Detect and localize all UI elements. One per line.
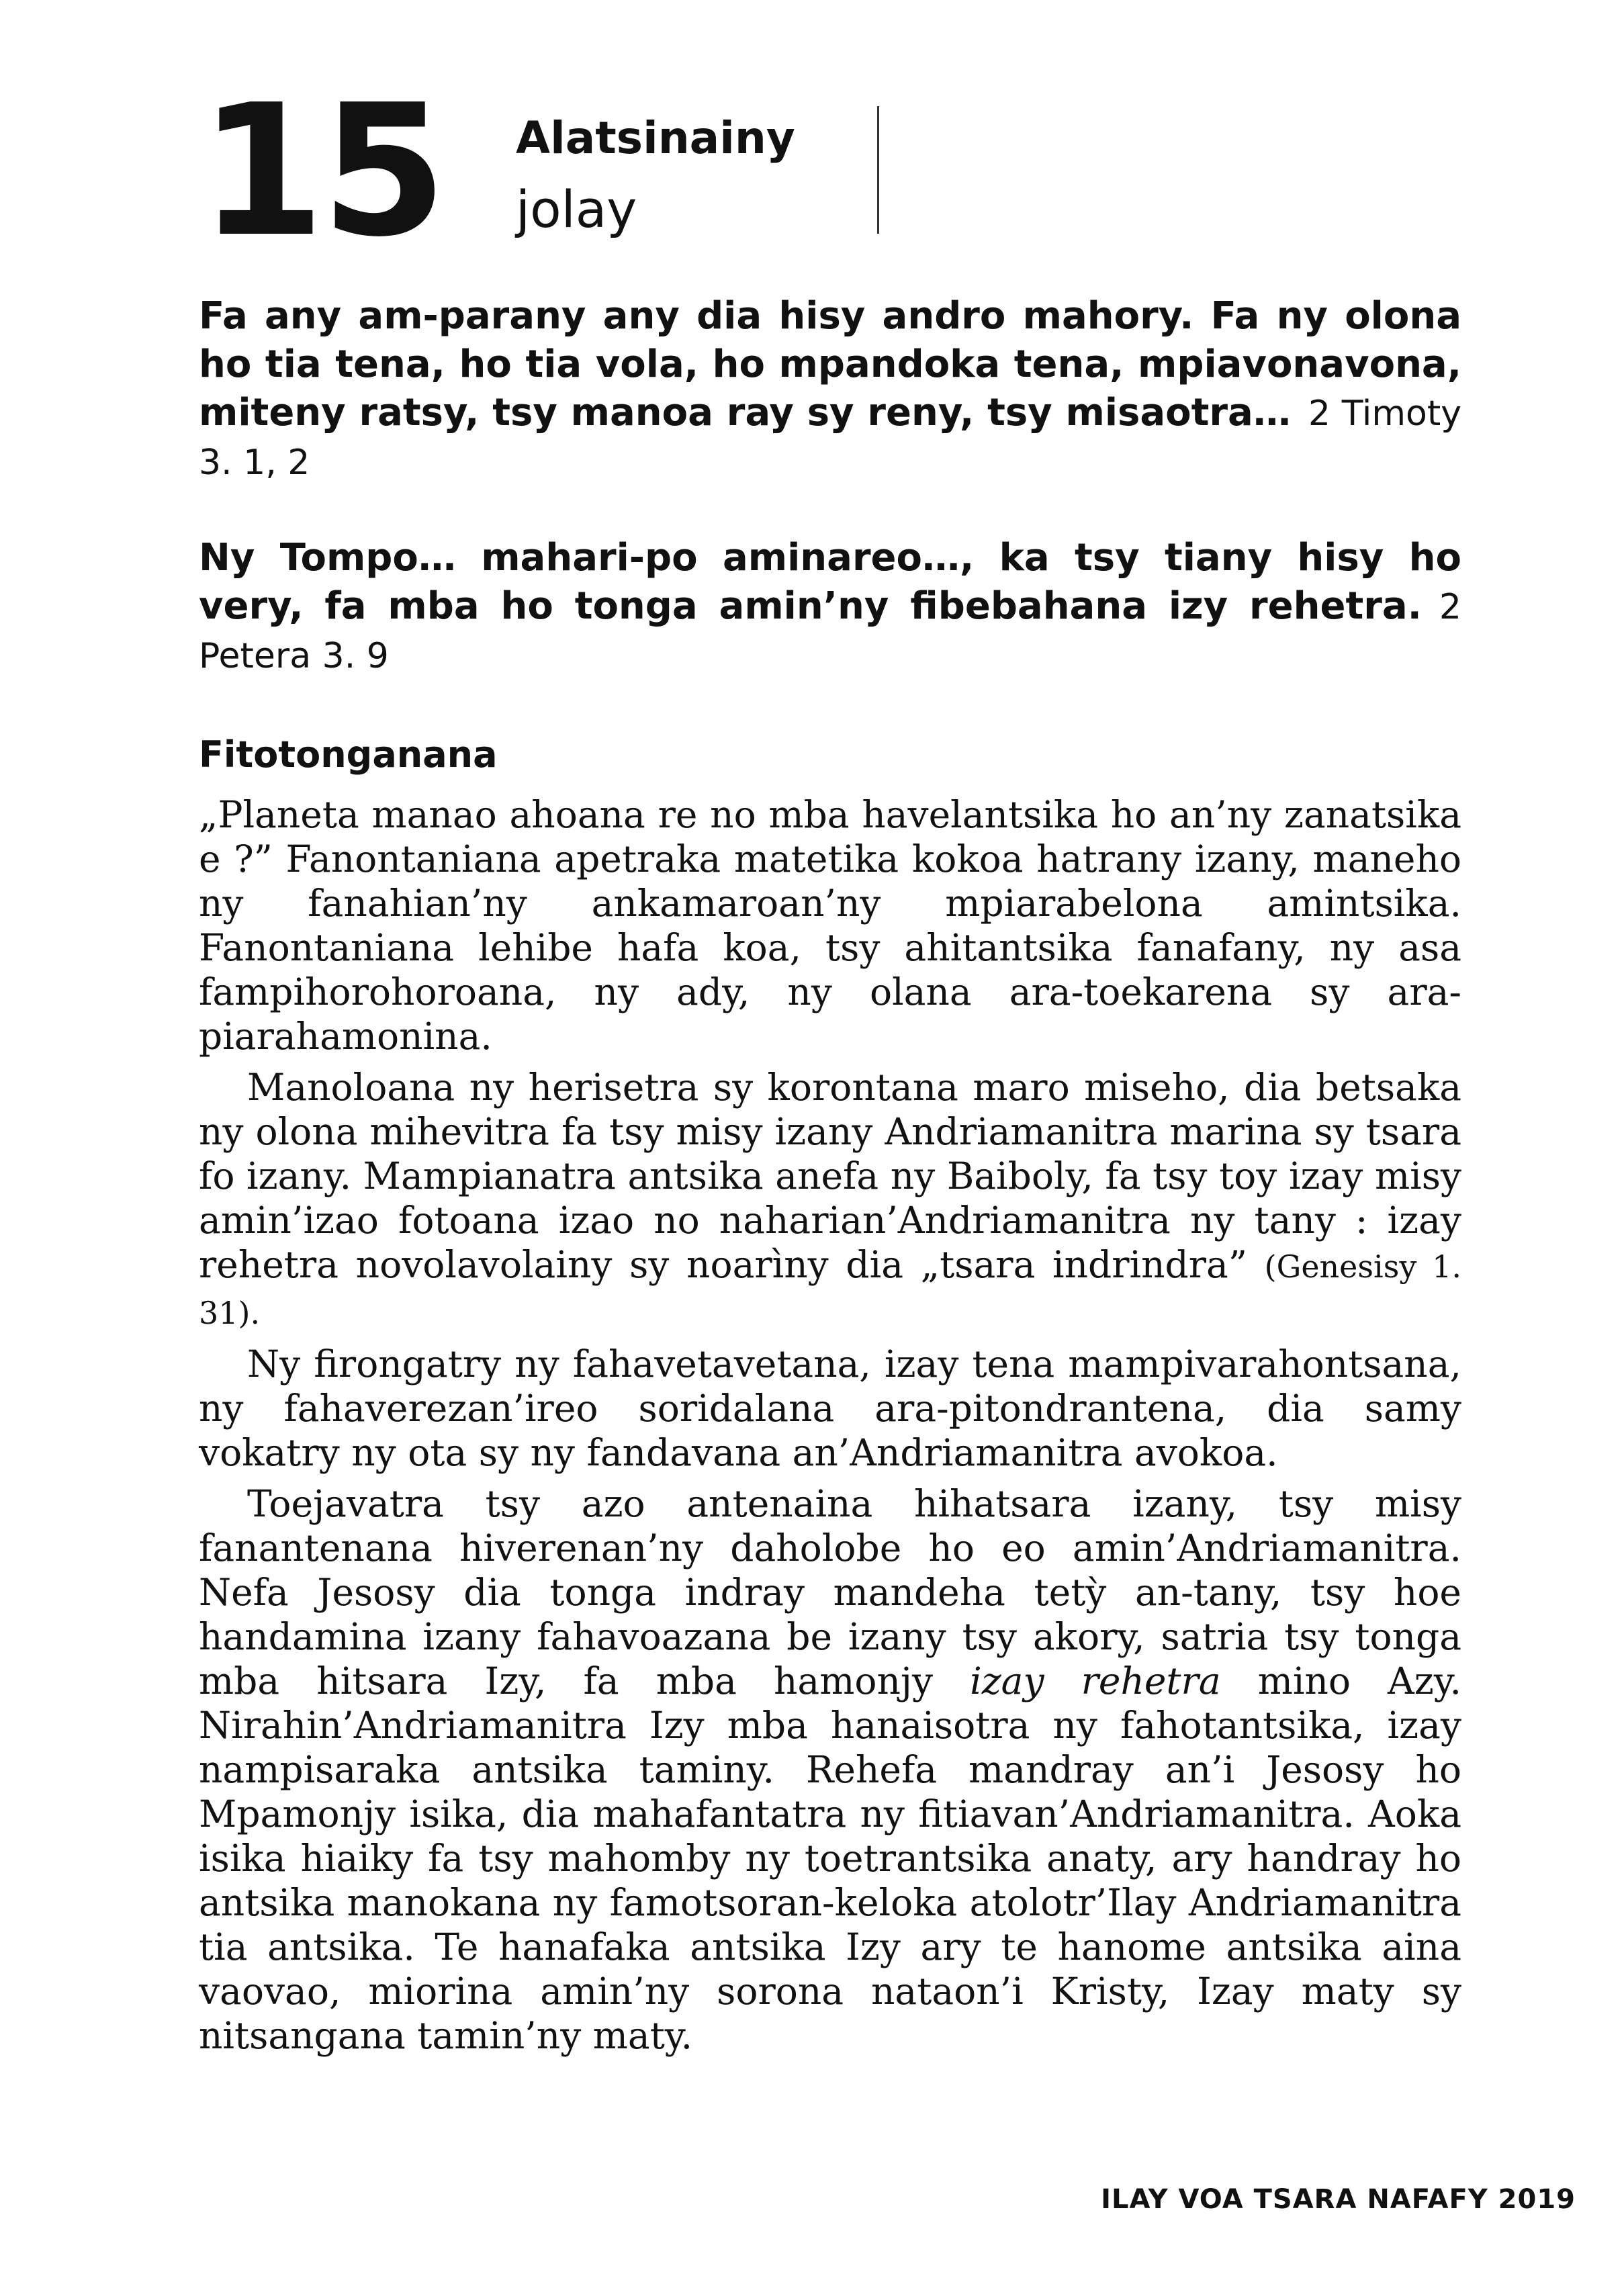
paragraph-4-text-after: mino Azy. Nirahin’Andriamanitra Izy mba hanaisotra ny fahotantsika, izay nampisaraka antsika taminy. Rehefa mandray an’i Jesosy ho Mpamonjy isika, dia mahafantatra ny fitiavan’Andriamanitra. Aoka isika hiaiky fa tsy mahomby ny toetrantsika anaty, ary handray ho antsika manokana ny famotsoran-keloka atolotr’Ilay Andriamanitra tia antsika. Te hanafaka antsika Izy ary te hanome antsika aina vaovao, miorina amin’ny sorona nataon’i Kristy, Izay maty sy nitsangana tamin’ny maty.	[199, 1659, 1462, 2057]
day-number: 15	[199, 65, 443, 277]
paragraph-1: „Planeta manao ahoana re no mba havelantsika ho an’ny zanatsika e ?” Fanontaniana apetraka matetika kokoa hatrany izany, maneho ny fanahian’ny ankamaroan’ny mpiarabelona amintsika. Fanontaniana lehibe hafa koa, tsy ahitantsika fanafany, ny asa fampihorohoroana, ny ady, ny olana ara-toekarena sy ara-piarahamonina.	[199, 793, 1461, 1058]
month: jolay	[516, 179, 637, 239]
paragraph-4-text-before: Toejavatra tsy azo antenaina hihatsara izany, tsy misy fanantenana hiverenan’ny daholobe ho eo amin’Andriamanitra. Nefa Jesosy dia tonga indray mandeha tetỳ an-tany, tsy hoe handamina izany fahavoazana be izany tsy akory, satria tsy tonga mba hitsara Izy, fa mba hamonjy	[199, 1482, 1461, 1702]
paragraph-2	[199, 1065, 1461, 1335]
paragraph-2-reference: (Genesisy 1. 31).	[199, 1248, 1462, 1331]
section-title: Fitotonganana	[199, 733, 498, 776]
verse-1-text: Fa any am-parany any dia hisy andro mahory. Fa ny olona ho tia tena, ho tia vola, ho mpandoka tena, mpiavonavona, miteny ratsy, tsy manoa ray sy reny, tsy misaotra…	[199, 294, 1461, 435]
verse-2	[199, 534, 1461, 680]
verse-2-reference: 2 Petera 3. 9	[199, 587, 1461, 676]
footer-label: ILAY VOA TSARA NAFAFY 2019	[1101, 2184, 1576, 2215]
header-divider	[877, 106, 879, 234]
verse-1	[199, 292, 1461, 487]
date-header	[199, 65, 911, 277]
weekday: Alatsinainy	[516, 112, 795, 164]
verse-2-text: Ny Tompo… mahari-po aminareo…, ka tsy tiany hisy ho very, fa mba ho tonga amin’ny fibebahana izy rehetra.	[199, 536, 1461, 628]
paragraph-3: Ny firongatry ny fahavetavetana, izay tena mampivarahontsana, ny fahaverezan’ireo soridalana ara-pitondrantena, dia samy vokatry ny ota sy ny fandavana an’Andriamanitra avokoa.	[199, 1343, 1461, 1474]
paragraph-4-italic: izay rehetra	[970, 1659, 1221, 1702]
paragraph-4	[199, 1482, 1461, 2058]
verse-1-reference: 2 Timoty 3. 1, 2	[199, 394, 1461, 483]
devotional-body	[199, 792, 1461, 2064]
paragraph-2-text: Manoloana ny herisetra sy korontana maro miseho, dia betsaka ny olona mihevitra fa tsy misy izany Andriamanitra marina sy tsara fo izany. Mampianatra antsika anefa ny Baiboly, fa tsy toy izay misy amin’izao fotoana izao no naharian’Andriamanitra ny tany : izay rehetra novolavolainy sy noarìny dia „tsara indrindra”	[199, 1066, 1461, 1286]
